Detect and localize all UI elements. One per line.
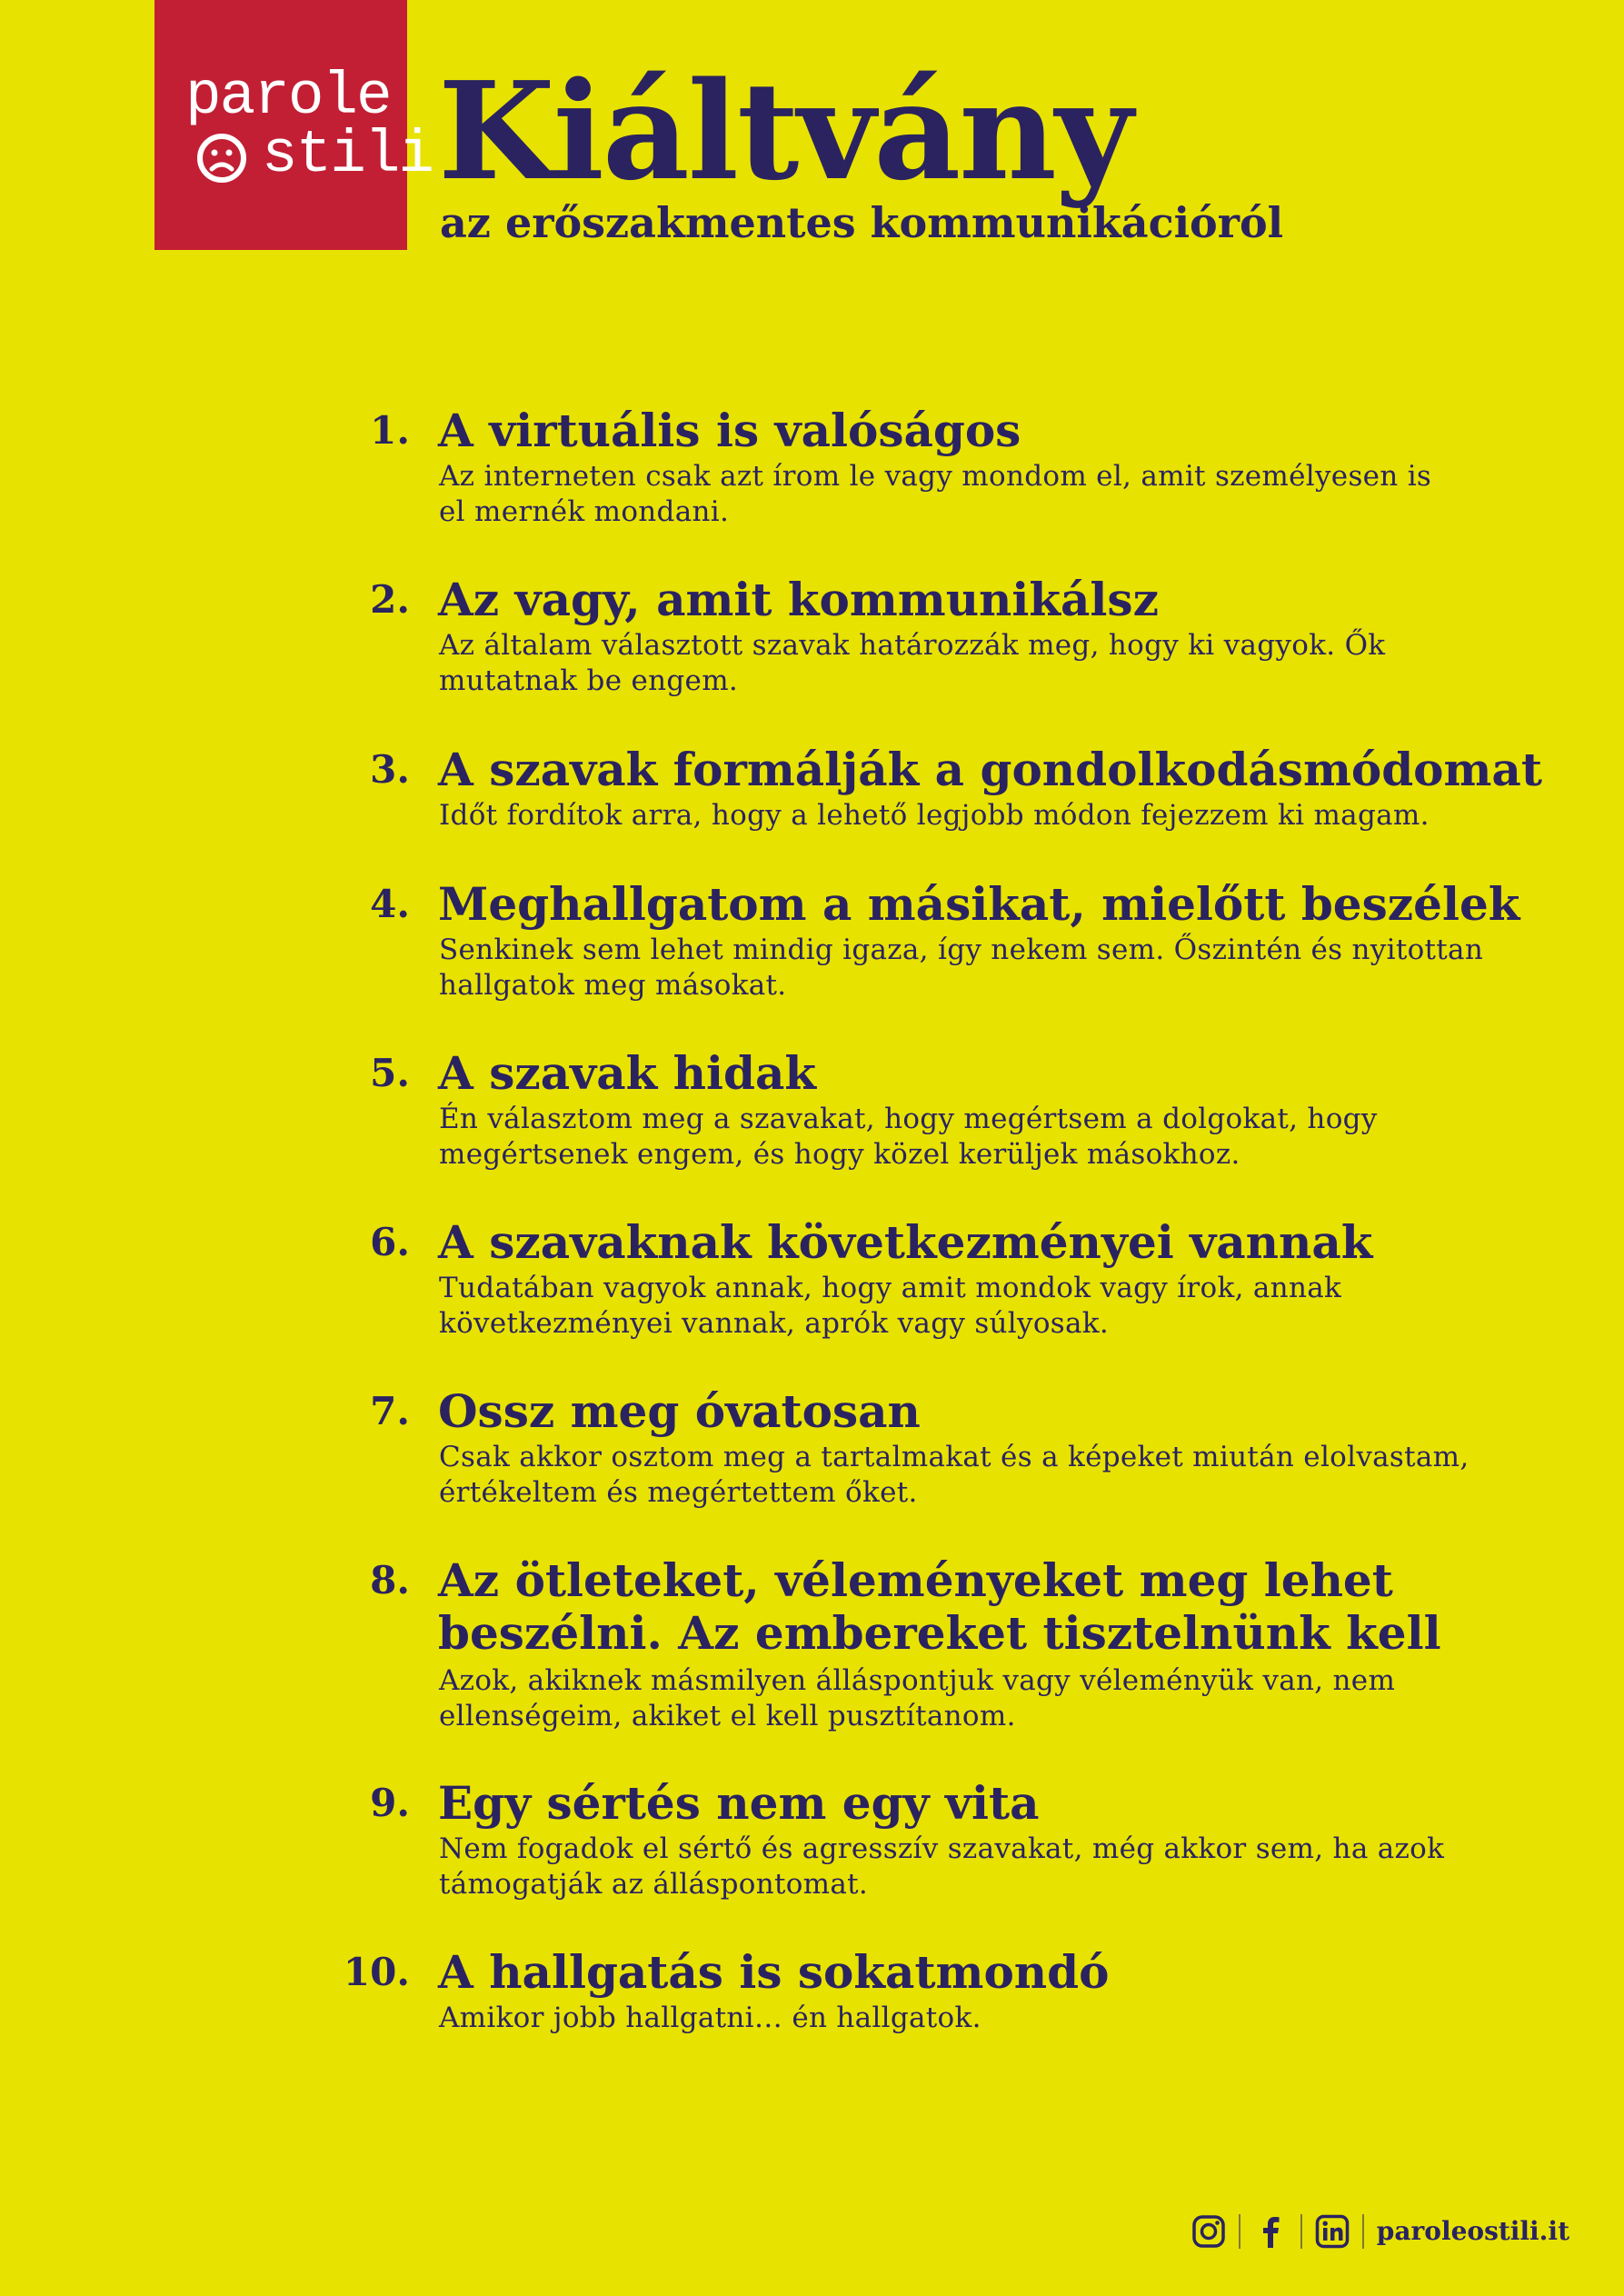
- page-title: Kiáltvány: [438, 52, 1131, 210]
- instagram-icon[interactable]: [1191, 2214, 1226, 2249]
- item-number: 2.: [370, 577, 410, 622]
- footer-separator: [1362, 2214, 1364, 2249]
- item-heading: A hallgatás is sokatmondó: [438, 1945, 1110, 1999]
- footer-separator: [1300, 2214, 1302, 2249]
- item-heading: A szavaknak következményei vannak: [438, 1215, 1373, 1269]
- item-description: Amikor jobb hallgatni… én hallgatok.: [439, 2002, 981, 2034]
- item-heading: Az ötleteket, véleményeket meg lehet beszélni. Az embereket tisztelnünk kell: [438, 1553, 1441, 1660]
- item-heading: Meghallgatom a másikat, mielőtt beszélek: [438, 877, 1520, 931]
- item-heading: A virtuális is valóságos: [438, 404, 1021, 457]
- facebook-icon[interactable]: [1253, 2214, 1288, 2249]
- logo-text-stili: stili: [262, 121, 433, 189]
- logo-text-parole: parole: [185, 63, 391, 131]
- item-number: 10.: [343, 1950, 410, 1994]
- item-number: 8.: [370, 1558, 410, 1602]
- footer: [1191, 2212, 1569, 2251]
- item-description: Nem fogadok el sértő és agresszív szavakat, még akkor sem, ha azok támogatják az álláspontomat.: [439, 1832, 1445, 1901]
- item-description: Csak akkor osztom meg a tartalmakat és a képeket miután elolvastam, értékeltem és megértettem őket.: [439, 1441, 1470, 1509]
- logo: [154, 0, 433, 250]
- item-description: Az általam választott szavak határozzák meg, hogy ki vagyok. Ők mutatnak be engem.: [439, 629, 1386, 697]
- item-description: Én választom meg a szavakat, hogy megértsem a dolgokat, hogy megértsenek engem, és hogy közel kerüljek másokhoz.: [439, 1103, 1378, 1171]
- linkedin-icon[interactable]: [1315, 2214, 1350, 2249]
- item-description: Időt fordítok arra, hogy a lehető legjobb módon fejezzem ki magam.: [439, 799, 1430, 832]
- item-heading: Az vagy, amit kommunikálsz: [438, 573, 1159, 626]
- item-number: 6.: [370, 1220, 410, 1264]
- item-number: 9.: [370, 1781, 410, 1825]
- website-link[interactable]: paroleostili.it: [1376, 2216, 1569, 2246]
- item-number: 4.: [370, 882, 410, 926]
- item-heading: Ossz meg óvatosan: [438, 1384, 921, 1438]
- sad-face-icon: [196, 133, 247, 184]
- footer-separator: [1239, 2214, 1240, 2249]
- item-description: Azok, akiknek másmilyen álláspontjuk vagy véleményük van, nem ellenségeim, akiket el kell pusztítanom.: [439, 1664, 1396, 1732]
- item-number: 3.: [370, 747, 410, 792]
- item-number: 1.: [370, 408, 410, 453]
- item-heading: A szavak formálják a gondolkodásmódomat: [438, 743, 1542, 796]
- item-description: Az interneten csak azt írom le vagy mondom el, amit személyesen is el mernék mondani.: [439, 460, 1432, 528]
- item-number: 7.: [370, 1389, 410, 1433]
- item-heading: A szavak hidak: [438, 1046, 816, 1100]
- item-description: Senkinek sem lehet mindig igaza, így nekem sem. Őszintén és nyitottan hallgatok meg másokat.: [439, 933, 1484, 1002]
- item-number: 5.: [370, 1051, 410, 1095]
- page-subtitle: az erőszakmentes kommunikációról: [440, 198, 1284, 247]
- item-description: Tudatában vagyok annak, hogy amit mondok vagy írok, annak következményei vannak, aprók vagy súlyosak.: [439, 1272, 1342, 1340]
- item-heading: Egy sértés nem egy vita: [438, 1776, 1040, 1830]
